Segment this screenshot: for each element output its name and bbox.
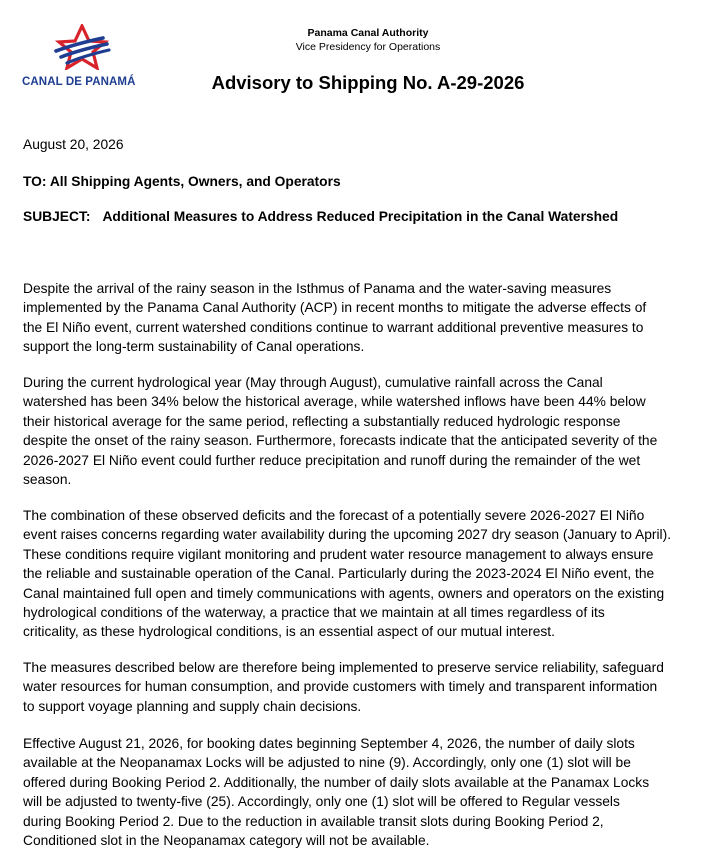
paragraph-line: hydrological conditions of the waterway, a practice that we maintain at all times regardless of its [23, 605, 605, 621]
paragraph-3 [23, 506, 717, 642]
paragraph-line: Despite the arrival of the rainy season in the Isthmus of Panama and the water-saving measures [23, 281, 612, 296]
paragraph-line: Conditioned slot in the Neopanamax category will not be available. [23, 833, 430, 849]
paragraph-line: their historical average for the same period, reflecting a substantially reduced hydrologic response [23, 413, 621, 429]
paragraph-line: event raises concerns regarding water availability during the upcoming 2027 dry season (January to April). [23, 527, 672, 543]
paragraph-line: These conditions require vigilant monitoring and prudent water resource management to always ensure [23, 546, 654, 562]
vice-presidency: Vice Presidency for Operations [295, 41, 441, 53]
paragraph-line: The measures described below are therefore being implemented to preserve service reliability, safeguard [23, 660, 664, 675]
paragraph-line: available at the Neopanamax Locks will be adjusted to nine (9). Accordingly, only one (1) slot will be [23, 755, 631, 771]
logo-wordmark: CANAL DE PANAMÁ [22, 76, 136, 88]
paragraph-line: watershed has been 34% below the historical average, while watershed inflows have been 44% below [23, 394, 646, 410]
subject-text: Additional Measures to Address Reduced Precipitation in the Canal Watershed [102, 209, 619, 224]
paragraph-line: during Booking Period 2. Due to the reduction in available transit slots during Booking Period 2, [23, 813, 604, 829]
paragraph-1 [23, 279, 717, 357]
paragraph-line: despite the onset of the rainy season. Furthermore, forecasts indicate that the anticipated severity of the [23, 433, 658, 449]
paragraph-4 [23, 658, 717, 716]
paragraph-line: water resources for human consumption, and provide customers with timely and transparent information [23, 679, 658, 695]
advisory-title: Advisory to Shipping No. A-29-2026 [211, 72, 525, 93]
advisory-date: August 20, 2026 [23, 137, 124, 152]
subject-label: SUBJECT: [23, 209, 91, 224]
paragraph-line: support the long-term sustainability of Canal operations. [23, 339, 365, 355]
paragraph-2 [23, 373, 717, 489]
paragraph-line: to support voyage planning and supply chain decisions. [23, 698, 362, 714]
paragraph-line: the El Niño event, current watershed conditions continue to warrant additional preventive measures to [23, 319, 644, 335]
paragraph-line: criticality, as these hydrological conditions, is an essential aspect of our mutual interest. [23, 624, 555, 640]
paragraph-line: implemented by the Panama Canal Authority (ACP) in recent months to mitigate the adverse effects of [23, 300, 647, 316]
paragraph-line: Canal maintained full open and timely communications with agents, owners and operators on the existing [23, 585, 665, 601]
paragraph-line: The combination of these observed deficits and the forecast of a potentially severe 2026-2027 El Niño [23, 508, 645, 523]
star-logo-icon [53, 24, 111, 70]
paragraph-line: Effective August 21, 2026, for booking dates beginning September 4, 2026, the number of daily slots [23, 736, 635, 751]
paragraph-line: season. [23, 472, 72, 488]
canal-logo [22, 24, 147, 94]
paragraph-line: offered during Booking Period 2. Additionally, the number of daily slots available at the Panamax Locks [23, 774, 650, 790]
paragraph-line: 2026-2027 El Niño event could further reduce precipitation and runoff during the remainder of the wet [23, 452, 641, 468]
recipient-line: TO: All Shipping Agents, Owners, and Operators [23, 174, 341, 189]
paragraph-line: During the current hydrological year (May through August), cumulative rainfall across the Canal [23, 375, 603, 390]
authority-name: Panama Canal Authority [307, 27, 429, 39]
paragraph-line: will be adjusted to twenty-five (25). Accordingly, only one (1) slot will be offered to Regular vessels [23, 794, 620, 810]
subject-line [23, 208, 618, 226]
paragraph-line: the reliable and sustainable operation of the Canal. Particularly during the 2023-2024 El Niño event, the [23, 566, 655, 582]
paragraph-5 [23, 734, 717, 850]
